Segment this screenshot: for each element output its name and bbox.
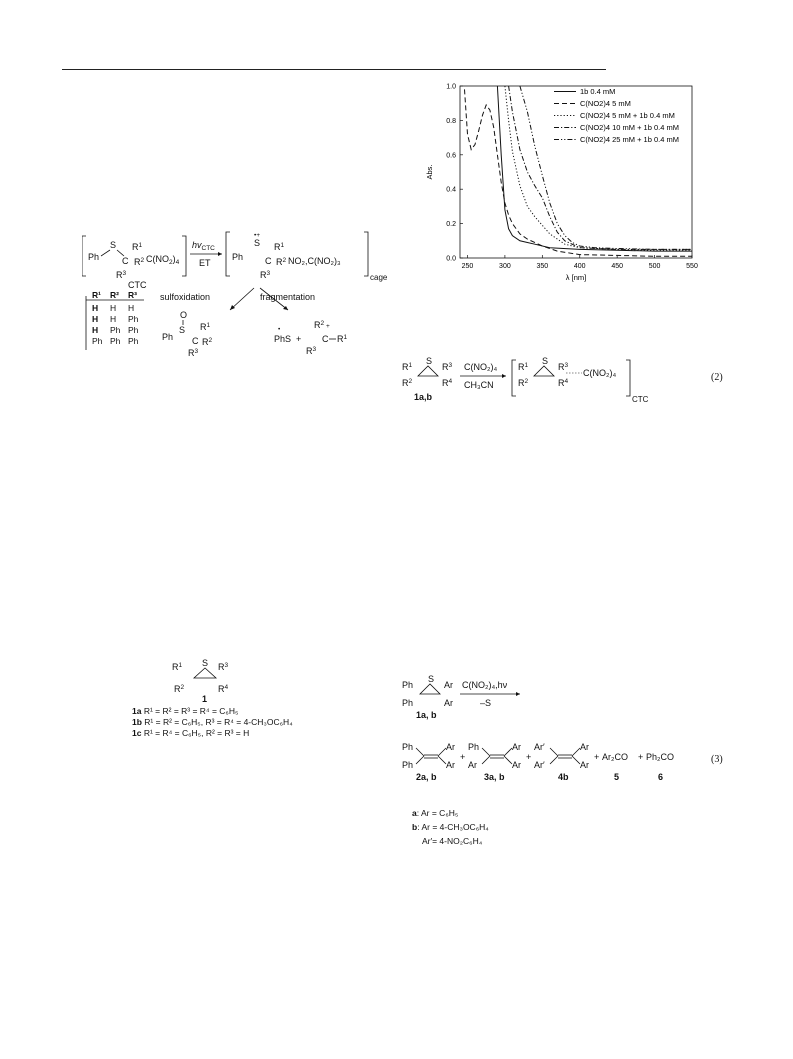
svg-text:+: + [526, 752, 532, 762]
compound-id: 1c [132, 728, 142, 738]
svg-text:Ph: Ph [402, 760, 414, 770]
eq3-s: S [428, 674, 435, 684]
product-6-label: 6 [658, 772, 664, 782]
r3-label-4: $R^3$ [306, 346, 317, 356]
compound-substituents: R¹ = R⁴ = C₆H₅, R² = R³ = H [141, 728, 250, 738]
compound-substituents: R¹ = R² = C₆H₅, R³ = R⁴ = 4-CH₃OC₆H₄ [141, 717, 293, 727]
svg-text:Ar: Ar [512, 742, 521, 752]
compound-1-label: 1 [202, 694, 208, 704]
aryl-key: b [412, 822, 418, 832]
table-cell: Ph [110, 325, 121, 335]
table-header: R¹ [92, 290, 101, 300]
c1-r1: $R^1$ [172, 662, 183, 672]
r2-label-3: $R^2$ [202, 337, 213, 347]
table-cell: H [110, 314, 117, 324]
radical-dot: • [278, 326, 281, 333]
c1-r4: $R^4$ [218, 684, 229, 694]
table-cell: Ph [128, 314, 139, 324]
eq2-r1b: $R^1$ [518, 362, 529, 372]
compound-id: 1a [132, 706, 142, 716]
y-tick-label: 1.0 [446, 83, 456, 91]
phs-radical-label: PhS [274, 334, 292, 344]
table-header: R³ [128, 290, 137, 300]
eq3-ar1: Ar [444, 680, 453, 690]
radical-cation-mark: •+ [254, 232, 261, 239]
svg-text:Ar: Ar [468, 760, 477, 770]
carbon-label-3: C [192, 336, 199, 346]
y-tick-label: 0.2 [446, 221, 456, 229]
uv-vis-chart [418, 78, 708, 288]
aryl-text: : Ar = 4-CH₃OC₆H₄ [417, 822, 489, 832]
r1-label: $R^1$ [132, 242, 143, 252]
substituent-table [92, 290, 139, 346]
aryl-definition [412, 820, 489, 834]
ph-label-2: Ph [232, 252, 244, 262]
ar2co-label: Ar₂CO [602, 752, 628, 762]
product-4-label: 4b [558, 772, 569, 782]
compound-1-definitions [132, 706, 293, 739]
r1-label-4: $R^1$ [337, 334, 348, 344]
et-label: ET [199, 258, 211, 268]
compound-id: 1b [132, 717, 142, 727]
table-cell: Ph [128, 336, 139, 346]
ctc-label: CTC [128, 280, 147, 290]
sulfur-radical-cation: S [254, 238, 261, 248]
y-tick-label: 0.6 [446, 152, 456, 160]
eq2-r2b: $R^2$ [518, 378, 529, 388]
x-tick-label: 400 [573, 263, 586, 270]
tetranitromethane-label: $C(NO_2)_4$ [146, 254, 180, 266]
table-cell: Ph [128, 325, 139, 335]
equation-3-number: (3) [711, 754, 723, 765]
svg-text:Ar: Ar [580, 760, 589, 770]
table-cell: H [92, 303, 99, 313]
eq2-r2: $R^2$ [402, 378, 413, 388]
plus-sign: + [296, 334, 302, 344]
compound-definition [132, 706, 293, 717]
r3-label-3: $R^3$ [188, 348, 199, 358]
table-cell: H [92, 314, 99, 324]
carbon-label: C [122, 256, 129, 266]
equation-3-definitions [412, 806, 489, 848]
eq2-r3b: $R^3$ [558, 362, 569, 372]
r3-label: $R^3$ [116, 270, 127, 280]
compound-substituents: R¹ = R² = R³ = R⁴ = C₆H₅ [141, 706, 239, 716]
equation-3-scheme [402, 674, 702, 784]
y-tick-label: 0.0 [446, 255, 456, 263]
compound-definition [132, 728, 293, 739]
eq2-r4b: $R^4$ [558, 378, 569, 388]
r2-label-4: $R^2$ [314, 320, 325, 330]
sulfoxide-s: S [179, 325, 186, 335]
eq2-r4: $R^4$ [442, 378, 453, 388]
product-3-label: 3a, b [484, 772, 505, 782]
c1-r3: $R^3$ [218, 662, 229, 672]
equation-2-scheme [402, 356, 702, 406]
table-header: R² [110, 290, 119, 300]
ph2co-label: Ph₂CO [646, 752, 675, 762]
oxygen-label: O [180, 310, 188, 320]
fragmentation-label: fragmentation [260, 292, 316, 302]
sulfoxidation-label: sulfoxidation [160, 292, 211, 302]
cage-label: cage [370, 273, 388, 282]
compound-definition [132, 717, 293, 728]
product-2-label: 2a, b [416, 772, 437, 782]
y-axis-label: Abs. [425, 164, 434, 180]
legend-entry: 1b 0.4 mM [580, 87, 616, 96]
eq2-ctc-label: CTC [632, 395, 649, 404]
svg-text:Ar: Ar [512, 760, 521, 770]
eq3-loss: –S [480, 698, 492, 708]
thiirane-1-structure [172, 658, 242, 704]
cation-mark: + [326, 323, 330, 330]
eq3-ar2: Ar [444, 698, 453, 708]
eq2-r1: $R^1$ [402, 362, 413, 372]
eq2-ctc-partner: C(NO₂)₄ [583, 368, 617, 378]
sulfur-label: S [110, 240, 117, 250]
r3-label-2: $R^3$ [260, 270, 271, 280]
svg-text:Ph: Ph [402, 742, 414, 752]
eq2-s: S [426, 356, 433, 366]
ph-label-3: Ph [162, 332, 174, 342]
scheme-ctc-mechanism [82, 228, 412, 368]
svg-text:+: + [638, 752, 644, 762]
bracket-right [182, 236, 186, 276]
carbocation-c: C [322, 334, 329, 344]
eq3-conditions: C(NO₂)₄,hν [462, 680, 508, 690]
radical-pair-label: NO₂,C(NO₂)₃ [288, 256, 341, 266]
table-cell: Ph [92, 336, 103, 346]
x-tick-label: 450 [611, 263, 624, 270]
table-cell: Ph [110, 336, 121, 346]
aryl-key: a [412, 808, 417, 818]
r1-label-3: $R^1$ [200, 322, 211, 332]
hv-label: $hv_{CTC}$ [192, 240, 215, 252]
header-rule [62, 69, 606, 70]
svg-text:Ph: Ph [468, 742, 480, 752]
carbon-label-2: C [265, 256, 272, 266]
y-tick-label: 0.4 [446, 186, 456, 194]
x-tick-label: 350 [536, 263, 549, 270]
aryl-definition [412, 806, 489, 820]
svg-text:Ar: Ar [446, 742, 455, 752]
x-tick-label: 300 [499, 263, 511, 270]
c1-s: S [202, 658, 209, 668]
ph-label: Ph [88, 252, 100, 262]
r1-label-2: $R^1$ [274, 242, 285, 252]
eq3-ph2: Ph [402, 698, 414, 708]
table-cell: H [92, 325, 99, 335]
x-tick-label: 250 [461, 263, 474, 270]
eq2-sb: S [542, 356, 549, 366]
svg-text:+: + [594, 752, 600, 762]
legend-entry: C(NO2)4 25 mM + 1b 0.4 mM [580, 135, 679, 144]
eq2-reagent: C(NO₂)₄ [464, 362, 498, 372]
product-5-label: 5 [614, 772, 620, 782]
bracket-left [82, 236, 86, 276]
eq2-compound-label: 1a,b [414, 392, 433, 402]
aryl-definition [412, 834, 489, 848]
equation-2-number: (2) [711, 372, 723, 383]
table-cell: H [110, 303, 117, 313]
eq3-start-label: 1a, b [416, 710, 437, 720]
table-cell: H [128, 303, 135, 313]
legend-entry: C(NO2)4 10 mM + 1b 0.4 mM [580, 123, 679, 132]
y-tick-label: 0.8 [446, 117, 456, 125]
r2-label-2: $R^2$ [276, 257, 287, 267]
aryl-text: Ar′= 4-NO₂C₆H₄ [422, 836, 483, 846]
legend-entry: C(NO2)4 5 mM + 1b 0.4 mM [580, 111, 675, 120]
svg-text:+: + [460, 752, 466, 762]
svg-text:Ar′: Ar′ [534, 742, 545, 752]
eq2-r3: $R^3$ [442, 362, 453, 372]
aryl-text: : Ar = C₆H₅ [416, 808, 459, 818]
legend-entry: C(NO2)4 5 mM [580, 99, 631, 108]
svg-text:Ar: Ar [580, 742, 589, 752]
c1-r2: $R^2$ [174, 684, 185, 694]
x-tick-label: 550 [686, 263, 698, 270]
eq3-ph1: Ph [402, 680, 414, 690]
x-axis-label: λ [nm] [565, 273, 587, 282]
x-tick-label: 500 [648, 263, 661, 270]
r2-label: $R^2$ [134, 257, 145, 267]
svg-text:Ar: Ar [446, 760, 455, 770]
eq2-solvent: CH₃CN [464, 380, 494, 390]
svg-text:Ar′: Ar′ [534, 760, 545, 770]
